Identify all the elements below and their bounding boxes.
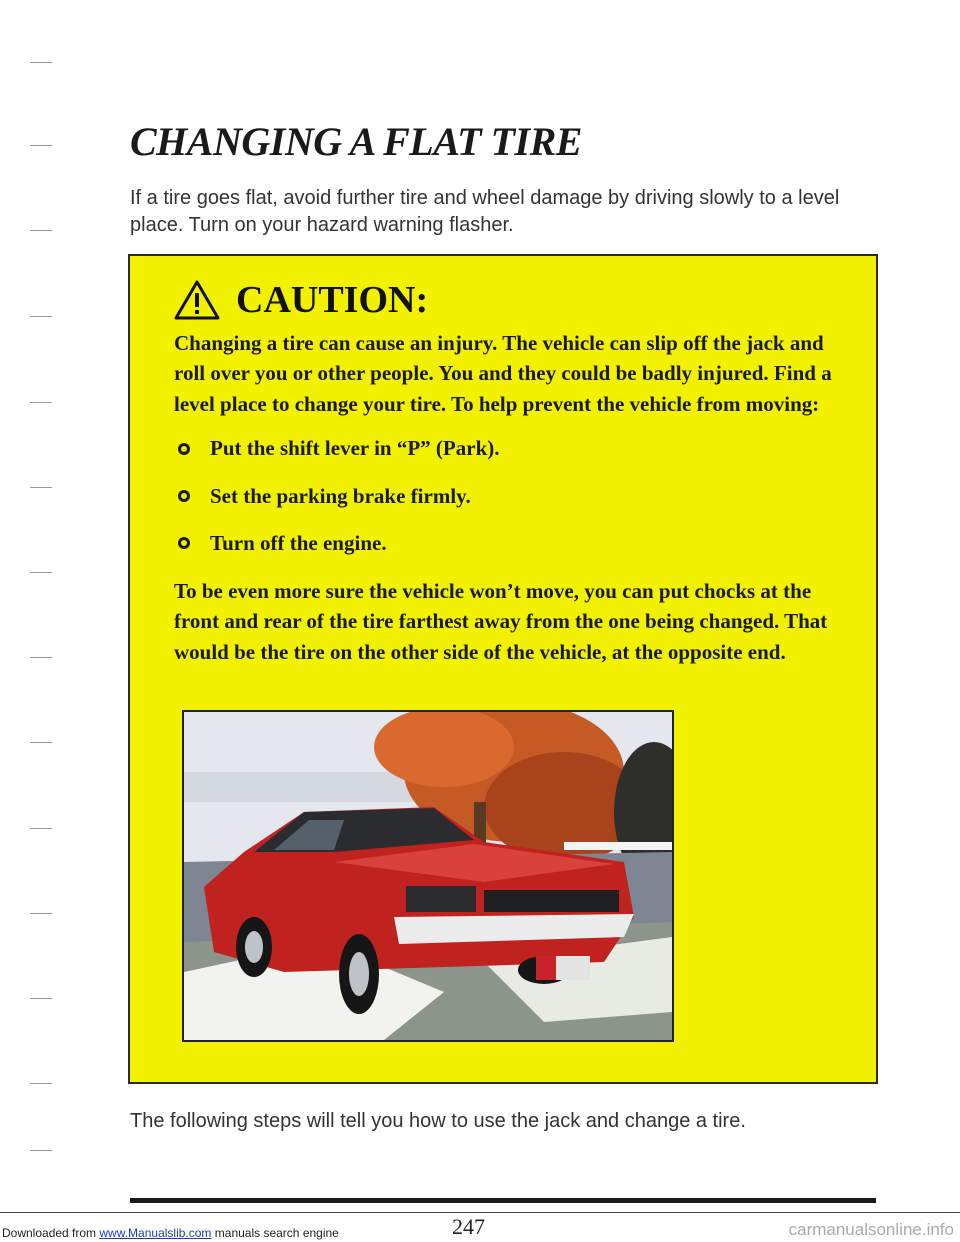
watermark-text: carmanualsonline.info (788, 1220, 954, 1239)
list-item: Turn off the engine. (174, 528, 834, 558)
caution-body (174, 328, 834, 667)
car-illustration (182, 710, 674, 1042)
caution-bullet-list (174, 433, 834, 558)
list-item: Set the parking brake firmly. (174, 481, 834, 511)
divider-thick (130, 1198, 876, 1203)
following-steps-text: The following steps will tell you how to use the jack and change a tire. (130, 1110, 746, 1132)
caution-paragraph-1: Changing a tire can cause an injury. The vehicle can slip off the jack and roll over you or other people. You and they could be badly injured. Find a level place to change your tire. To help prevent the vehicle from moving: (174, 331, 832, 416)
page-title: CHANGING A FLAT TIRE (130, 119, 582, 164)
caution-box (128, 254, 878, 1084)
page-number: 247 (452, 1214, 485, 1239)
bullet-icon (178, 490, 190, 502)
warning-triangle-icon (174, 280, 220, 320)
caution-paragraph-2: To be even more sure the vehicle won’t move, you can put chocks at the front and rear of the tire farthest away from the one being changed. That would be the tire on the other side of the vehicle, at the opposite end. (174, 578, 828, 664)
intro-paragraph: If a tire goes flat, avoid further tire and wheel damage by driving slowly to a level place. Turn on your hazard warning flasher. (130, 187, 840, 236)
caution-heading-text: CAUTION: (236, 279, 429, 321)
manualslib-link[interactable]: www.Manualslib.com (99, 1226, 212, 1240)
bullet-icon (178, 443, 190, 455)
footer-download-note: Downloaded from www.Manualslib.com manuals search engine (2, 1226, 339, 1240)
divider-thin (0, 1212, 960, 1213)
list-item: Put the shift lever in “P” (Park). (174, 433, 834, 463)
caution-heading (174, 278, 428, 322)
bullet-icon (178, 537, 190, 549)
margin-tick-marks (30, 0, 60, 1242)
